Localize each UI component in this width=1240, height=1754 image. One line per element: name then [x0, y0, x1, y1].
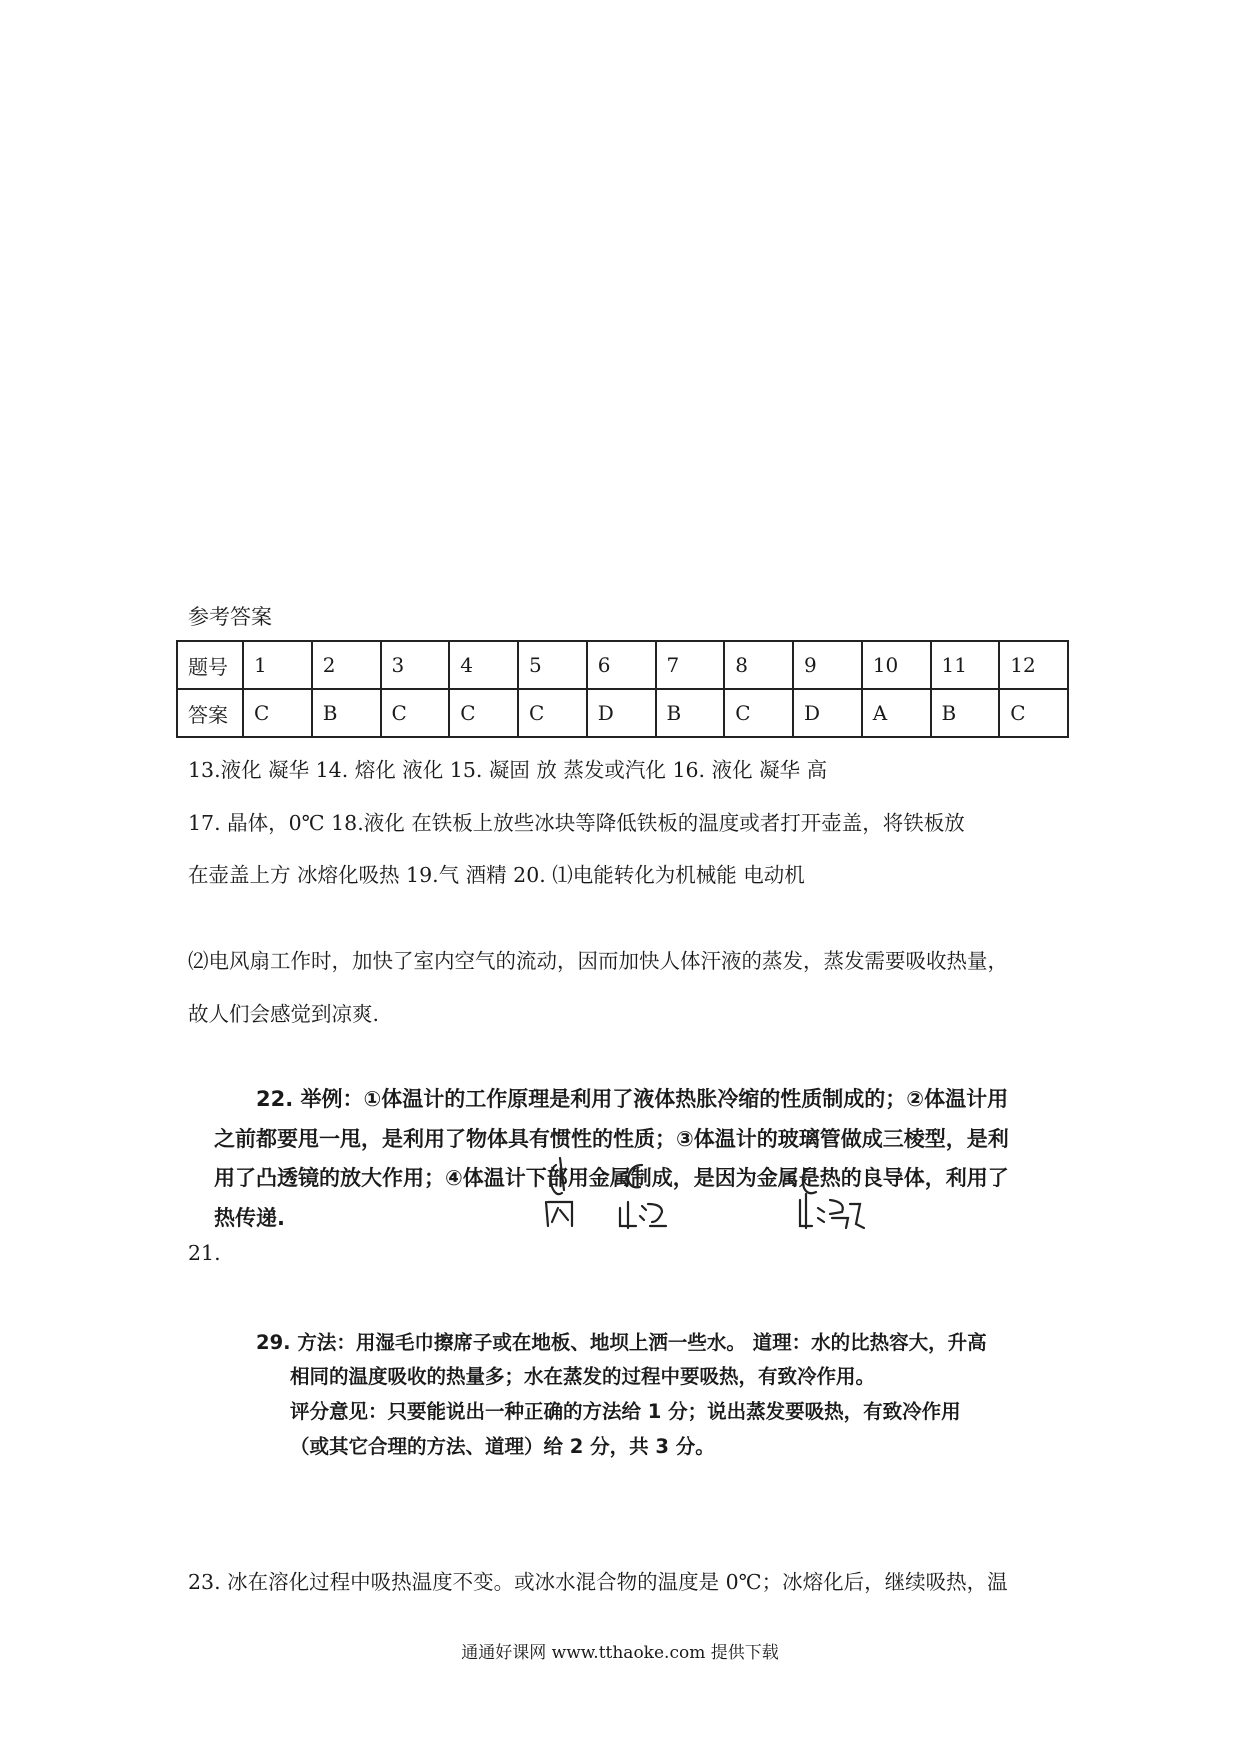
table-cell: B: [931, 689, 1000, 737]
table-cell: 4: [449, 641, 518, 689]
answer-line-13-16: 13.液化 凝华 14. 熔化 液化 15. 凝固 放 蒸发或汽化 16. 液化 凝华 高: [188, 758, 828, 782]
q22-line-1: 22. 举例：①体温计的工作原理是利用了液体热胀冷缩的性质制成的；②体温计用: [256, 1087, 1009, 1111]
table-cell: B: [312, 689, 381, 737]
table-cell: D: [587, 689, 656, 737]
question-21-number: 21.: [188, 1241, 221, 1265]
table-cell: 题号: [177, 641, 243, 689]
q29-line-2: 相同的温度吸收的热量多；水在蒸发的过程中要吸热，有致冷作用。: [290, 1365, 876, 1388]
table-cell: C: [449, 689, 518, 737]
table-cell: 7: [656, 641, 725, 689]
table-cell: 3: [381, 641, 450, 689]
table-cell: C: [999, 689, 1068, 737]
answer-line-20-part2: ⑵电风扇工作时，加快了室内空气的流动，因而加快人体汗液的蒸发，蒸发需要吸收热量，: [188, 949, 1008, 973]
table-cell: 11: [931, 641, 1000, 689]
table-cell: A: [862, 689, 931, 737]
answer-line-18-20: 在壶盖上方 冰熔化吸热 19.气 酒精 20. ⑴电能转化为机械能 电动机: [188, 863, 805, 887]
page-heading: 参考答案: [188, 605, 272, 629]
answer-line-20-part2-cont: 故人们会感觉到凉爽.: [188, 1002, 380, 1026]
q29-line-1: 29. 方法：用湿毛巾擦席子或在地板、地坝上洒一些水。 道理：水的比热容大，升高: [256, 1331, 987, 1354]
q29-line-3: 评分意见：只要能说出一种正确的方法给 1 分；说出蒸发要吸热，有致冷作用: [290, 1400, 961, 1423]
table-cell: 12: [999, 641, 1068, 689]
table-cell: 5: [518, 641, 587, 689]
table-cell: 1: [243, 641, 312, 689]
q29-line-4: （或其它合理的方法、道理）给 2 分，共 3 分。: [290, 1435, 715, 1458]
q22-line-2: 之前都要甩一甩，是利用了物体具有惯性的性质；③体温计的玻璃管做成三棱型，是利: [214, 1127, 1009, 1151]
table-cell: C: [518, 689, 587, 737]
page-footer: 通通好课网 www.tthaoke.com 提供下载: [461, 1643, 779, 1663]
q22-line-3: 用了凸透镜的放大作用；④体温计下部用金属制成，是因为金属是热的良导体，利用了: [214, 1166, 1009, 1190]
table-cell: 答案: [177, 689, 243, 737]
table-cell: 9: [793, 641, 862, 689]
table-cell: 2: [312, 641, 381, 689]
table-cell: 8: [724, 641, 793, 689]
table-cell: C: [381, 689, 450, 737]
table-cell: B: [656, 689, 725, 737]
q22-line-4: 热传递.: [214, 1206, 285, 1230]
table-cell: 6: [587, 641, 656, 689]
table-cell: C: [243, 689, 312, 737]
question-23: 23. 冰在溶化过程中吸热温度不变。或冰水混合物的温度是 0℃；冰熔化后，继续吸热，温: [188, 1570, 1008, 1594]
table-cell: D: [793, 689, 862, 737]
answer-line-17-18: 17. 晶体，0℃ 18.液化 在铁板上放些冰块等降低铁板的温度或者打开壶盖，将铁板放: [188, 811, 965, 835]
table-cell: 10: [862, 641, 931, 689]
table-cell: C: [724, 689, 793, 737]
